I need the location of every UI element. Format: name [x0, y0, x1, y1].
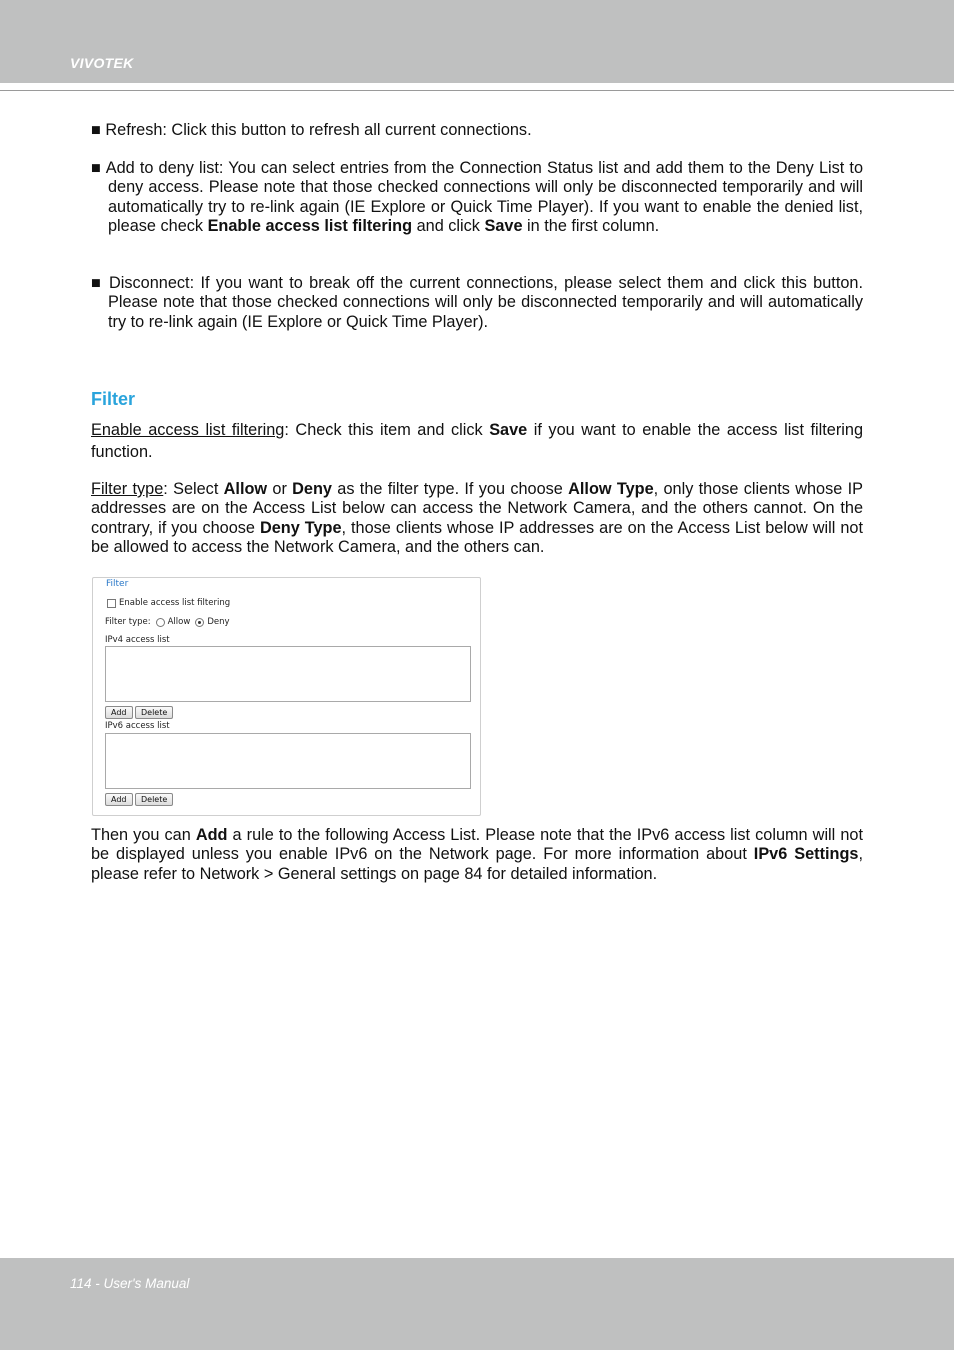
- filter-fieldset: [92, 577, 481, 816]
- bold-term: Enable access list filtering: [207, 216, 413, 235]
- bullet-marker: ■: [91, 159, 102, 177]
- bold-term: IPv6 Settings: [753, 845, 859, 864]
- paragraph-text: , please refer to Network > General settings on page 84 for detailed information.: [91, 845, 863, 883]
- bullet-disconnect: [91, 274, 863, 332]
- ipv4-add-button[interactable]: Add: [105, 706, 133, 719]
- bullet-text: Refresh: Click this button to refresh all current connections.: [105, 121, 532, 139]
- bullet-text: Disconnect: If you want to break off the current connections, please select them and click this button. Please note that those checked connections will only be disconnected temporarily and will automatically try to re-link again (IE Explore or Quick Time Player).: [108, 274, 863, 331]
- paragraph-text: or: [267, 480, 293, 498]
- paragraph-text: a rule to the following Access List. Please note that the IPv6 access list column will not be displayed unless you enable IPv6 on the Network page. For more information about: [91, 826, 863, 864]
- bullet-add-to-deny-list: [91, 159, 863, 236]
- bold-term: Allow: [223, 480, 268, 498]
- page-header: [0, 0, 954, 83]
- enable-filtering-checkbox[interactable]: [107, 599, 116, 608]
- ipv4-access-listbox[interactable]: [105, 646, 471, 702]
- paragraph-text: , only those clients whose IP addresses are on the Access List below can access the Network Camera, and the others cannot. On the contrary, if you choose: [91, 480, 863, 537]
- bullet-refresh: [91, 121, 863, 140]
- paragraph-text: : Select: [163, 480, 224, 498]
- bold-term: Save: [484, 216, 523, 235]
- section-title: Filter: [91, 389, 136, 409]
- brand-logo-text: VIVOTEK: [70, 55, 134, 71]
- allow-label: Allow: [167, 617, 191, 627]
- underlined-term: Enable access list filtering: [91, 421, 285, 439]
- bold-term: Save: [489, 421, 528, 439]
- header-divider: [0, 90, 954, 91]
- bullet-text: Add to deny list: You can select entries from the Connection Status list and add them to the Deny List to deny access. Please note that those checked connections will only be disconnected temporarily and will automatically try to re-link again (IE Explore or Quick Time Player). If you want to enable the denied list, please check: [105, 159, 863, 235]
- bold-term: Deny Type: [259, 518, 342, 537]
- deny-label: Deny: [207, 617, 230, 627]
- enable-filter-paragraph: [91, 419, 863, 463]
- deny-radio[interactable]: [195, 618, 204, 627]
- add-rule-paragraph: [91, 826, 863, 884]
- bullet-marker: ■: [91, 274, 103, 292]
- allow-radio[interactable]: [156, 618, 165, 627]
- enable-filtering-row[interactable]: [107, 598, 230, 608]
- ipv6-access-listbox[interactable]: [105, 733, 471, 789]
- bold-term: Deny: [292, 480, 332, 498]
- bold-term: Add: [195, 826, 228, 844]
- page-footer: [0, 1258, 954, 1350]
- enable-filtering-label: Enable access list filtering: [119, 598, 231, 608]
- filter-legend: Filter: [103, 579, 131, 589]
- underlined-term: Filter type: [91, 480, 164, 498]
- page-number-label: 114 - User's Manual: [70, 1276, 190, 1291]
- paragraph-text: Then you can: [91, 826, 196, 844]
- paragraph-text: , those clients whose IP addresses are on the Access List below will not be allowed to access the Network Camera, and the others can.: [91, 518, 863, 556]
- ipv4-list-label: IPv4 access list: [105, 635, 170, 645]
- filter-settings-screenshot: [91, 571, 481, 816]
- bullet-marker: ■: [91, 121, 101, 139]
- paragraph-text: : Check this item and click: [284, 421, 490, 439]
- filter-type-label: Filter type:: [105, 617, 151, 627]
- filter-type-row: [105, 617, 230, 627]
- bold-term: Allow Type: [568, 480, 654, 498]
- paragraph-text: as the filter type. If you choose: [332, 480, 569, 498]
- ipv6-list-label: IPv6 access list: [105, 721, 170, 731]
- ipv4-delete-button[interactable]: Delete: [135, 706, 173, 719]
- ipv6-add-button[interactable]: Add: [105, 793, 133, 806]
- bullet-text: and click: [412, 216, 485, 235]
- ipv6-delete-button[interactable]: Delete: [135, 793, 173, 806]
- filter-type-paragraph: [91, 480, 863, 557]
- bullet-text: in the first column.: [522, 216, 660, 235]
- paragraph-text: if you want to enable the access list filtering function.: [91, 421, 863, 461]
